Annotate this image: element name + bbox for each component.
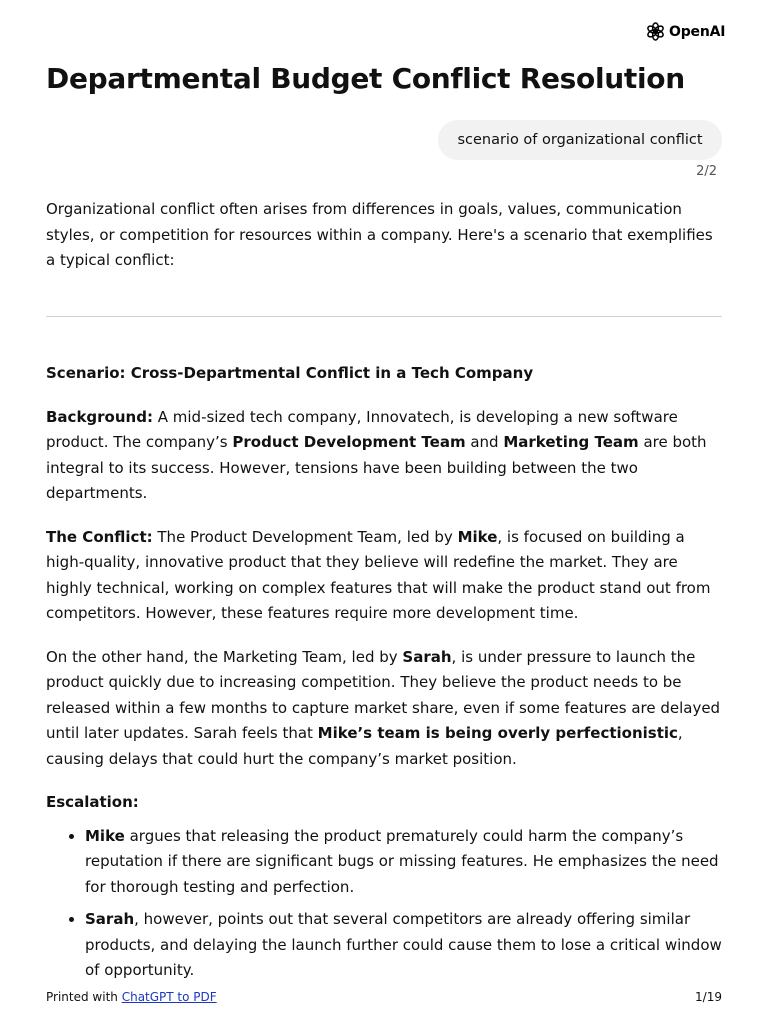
scenario-heading: Scenario: Cross-Departmental Conflict in a Tech Company xyxy=(46,364,534,382)
response-variant-indicator: 2/2 xyxy=(696,164,717,179)
background-label: Background: xyxy=(46,407,153,426)
escalation-heading: Escalation: xyxy=(46,793,139,811)
openai-logo-icon xyxy=(645,21,666,42)
user-message-bubble xyxy=(438,120,722,160)
section-divider xyxy=(46,316,722,317)
conflict-label: The Conflict: xyxy=(46,527,153,546)
footer-credit: Printed with ChatGPT to PDF xyxy=(46,990,217,1004)
escalation-list xyxy=(46,824,726,984)
list-item: • Sarah, however, points out that several competitors are already offering similar products, and delaying the launch further could cause them to lose a critical window of opportunity. xyxy=(85,907,726,984)
page-title: Departmental Budget Conflict Resolution xyxy=(46,62,685,95)
background-paragraph: Background: A mid-sized tech company, Innovatech, is developing a new software product. The company’s Product Development Team and Marketing Team are both integral to its success. However, tensions have been building between the two departments. xyxy=(46,407,707,502)
scenario-body xyxy=(46,361,726,991)
brand-name: OpenAI xyxy=(669,23,726,40)
chatgpt-to-pdf-link[interactable]: ChatGPT to PDF xyxy=(121,990,217,1004)
page-number: 1/19 xyxy=(695,990,722,1004)
intro-paragraph: Organizational conflict often arises from differences in goals, values, communication styles, or competition for resources within a company. Here's a scenario that exemplifies a typical conflict: xyxy=(46,200,713,269)
brand-logo xyxy=(645,21,725,42)
other-hand-paragraph: On the other hand, the Marketing Team, led by Sarah, is under pressure to launch the product quickly due to increasing competition. They believe the product needs to be released within a few months to capture market share, even if some features are delayed until later updates. Sarah feels that Mike’s team is being overly perfectionistic, causing delays that could hurt the company’s market position. xyxy=(46,647,721,768)
list-item: • Mike argues that releasing the product prematurely could harm the company’s reputation if there are significant bugs or missing features. He emphasizes the need for thorough testing and perfection. xyxy=(85,824,726,901)
conflict-paragraph: The Conflict: The Product Development Team, led by Mike, is focused on building a high-quality, innovative product that they believe will redefine the market. They are highly technical, working on complex features that will make the product stand out from competitors. However, these features require more development time. xyxy=(46,527,711,622)
user-message-text: scenario of organizational conflict xyxy=(457,132,703,148)
